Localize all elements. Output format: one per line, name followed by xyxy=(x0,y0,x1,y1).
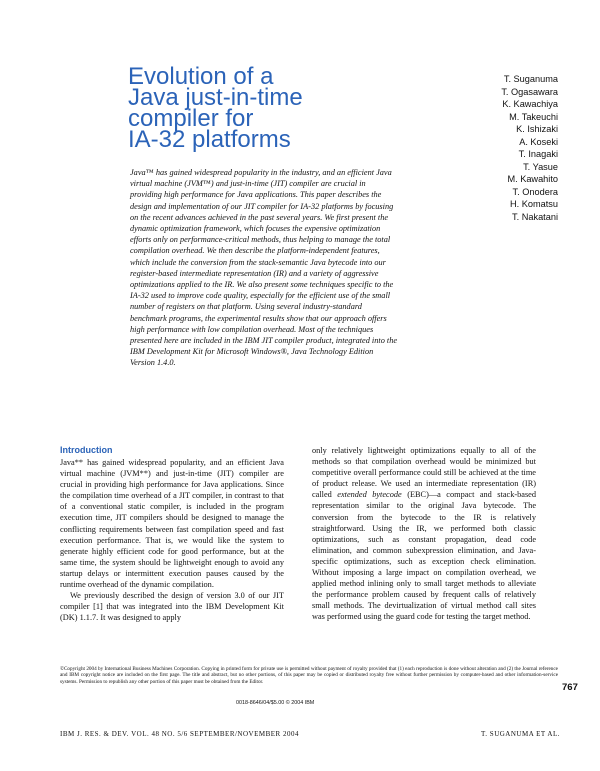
paper-title xyxy=(128,63,448,153)
footer-journal-info: IBM J. RES. & DEV. VOL. 48 NO. 5/6 SEPTEMBER/NOVEMBER 2004 xyxy=(60,730,299,738)
footer-authors: T. SUGANUMA ET AL. xyxy=(481,730,560,738)
author-list xyxy=(501,73,558,223)
body-text-italic: extended bytecode xyxy=(337,490,402,500)
author: T. Onodera xyxy=(512,186,558,197)
author: T. Suganuma xyxy=(503,74,558,84)
author: A. Koseki xyxy=(519,136,558,147)
issn-line: 0018-8646/04/$5.00 © 2004 IBM xyxy=(236,700,315,706)
body-paragraph xyxy=(312,445,536,623)
author: M. Kawahito xyxy=(507,174,558,184)
author: K. Kawachiya xyxy=(502,99,558,109)
abstract xyxy=(130,167,398,369)
title-line: Evolution of a xyxy=(128,63,274,90)
page-number: 767 xyxy=(562,682,578,693)
author: M. Takeuchi xyxy=(509,111,558,122)
section-heading-introduction: Introduction xyxy=(60,445,113,455)
author: T. Nakatani xyxy=(512,211,558,222)
title-line: IA-32 platforms xyxy=(128,126,291,153)
author: T. Yasue xyxy=(523,161,558,172)
abstract-text: Java™ has gained widespread popularity in the industry, and an efficient Java virtual machine (JVM™) and just-in-time (JIT) compiler are crucial in providing high performance for Java applications. This paper describes the design and implementation of our JIT compiler for IA-32 platforms by focusing on the recent advances achieved in the past several years. We first present the dynamic optimization framework, which focuses the expensive optimization efforts only on performance-critical methods, thus helping to manage the total compilation overhead. We then describe the platform-independent features, which include the conversion from the stack-semantic Java bytecode into our register-based intermediate representation (IR) and a variety of aggressive optimizations applied to the IR. We also present some techniques specific to the IA-32 used to improve code quality, especially for the efficient use of the small number of registers on that platform. Using several industry-standard benchmark programs, the experimental results show that our approach offers high performance with low compilation overhead. Most of the techniques presented here are included in the IBM JIT compiler product, integrated into the IBM Development Kit for Microsoft Windows®, Java Technology Edition Version 1.4.0. xyxy=(130,168,398,368)
author: H. Komatsu xyxy=(510,199,558,209)
copyright-text: ©Copyright 2004 by International Business Machines Corporation. Copying in printed form for private use is permitted without payment of royalty provided that (1) each reproduction is done without alteration and (2) the Journal reference and IBM copyright notice are included on the first page. The title and abstract, but no other portions, of this paper may be copied or distributed royalty free without further permission by computer-based and other information-service systems. Permission to republish any other portion of this paper must be obtained from the Editor. xyxy=(60,666,558,685)
author: T. Inagaki xyxy=(518,149,558,159)
body-text: (EBC)—a compact and stack-based representation similar to the original Java bytecode. The conversion from the bytecode to the IR is relatively straightforward. Using the IR, we performed both classic optimizations, such as constant propagation, dead code elimination, and common subexpression elimination, and Java-specific optimizations, such as exception check elimination. Without imposing a large impact on compilation overhead, we applied method inlining only to small target methods to alleviate the performance problem caused by frequent calls of relatively small methods. The devirtualization of virtual method call sites was performed using the guard code for testing the target method. xyxy=(312,490,536,622)
body-text: only relatively lightweight optimizations equally to all of the methods so that compilation overhead would be minimized but competitive overall performance could still be achieved at the time of product release. We used an intermediate representation (IR) called xyxy=(312,446,536,500)
body-column-left xyxy=(60,445,284,623)
body-paragraph: Java** has gained widespread popularity, and an efficient Java virtual machine (JVM**) and just-in-time (JIT) compiler are crucial in providing high performance for Java applications. Since the compilation time overhead of a JIT compiler, in contrast to that of a conventional static compiler, is included in the program execution time, JIT compilers should be designed to manage the conflicting requirements between fast compilation speed and fast execution performance. That is, we would like the system to generate highly efficient code for good performance, but at the same time, the system should be lightweight enough to avoid any startup delays or intermittent execution pauses caused by the runtime overhead of the dynamic compilation. xyxy=(60,458,284,590)
copyright-notice xyxy=(60,666,558,685)
body-paragraph: We previously described the design of version 3.0 of our JIT compiler [1] that was integrated into the IBM Development Kit (DK) 1.1.7. It was designed to apply xyxy=(60,591,284,623)
author: T. Ogasawara xyxy=(501,86,558,97)
title-line: compiler for xyxy=(128,105,254,132)
title-line: Java just-in-time xyxy=(128,84,303,111)
author: K. Ishizaki xyxy=(516,124,558,134)
body-column-right xyxy=(312,445,536,623)
